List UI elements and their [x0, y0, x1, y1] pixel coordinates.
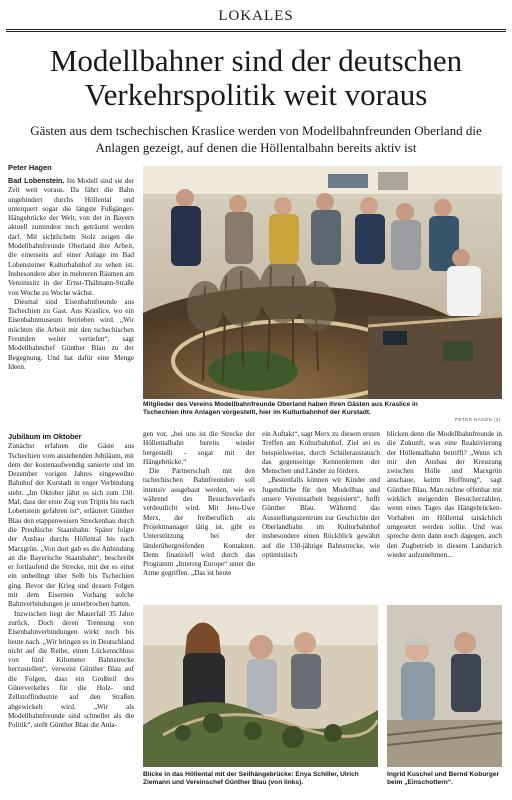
- paragraph: Zunächst erfahren die Gäste aus Tschechien vom anstehenden Jubiläum, mit dem der kostenaufwendig sanierte und im Dezember vorigen Jahres eingeweihte Bahnhof der Kurstadt in enger Verbindung steht. „Im Oktober jährt es sich zum 130. Mal, dass der erste Zug von Triptis bis nach Lobenstein gefahren ist“, erläutert Günther Blau den etappenweisen Streckenbau durch die Preußische Staatsbahn. Später folgte der Ausbau durchs Höllental bis nach Marxgrün. „Von dort gab es die Anbindung an die Bayerische Staatsbahn“, beschreibt er fortlaufend die Strecke, mit der es einst ein unbedingt über Selb bis Tschechien ging. Bevor der Krieg und dessen Folgen mit dem Eisernen Vorhang solche Bahnverbindungen je unterbrochen hatten.: [8, 442, 134, 609]
- paragraph: „Bestenfalls können wir Kinder und Jugendliche für den Modellbau und unsere Vereinsarbeit begeistern“, hofft Günther Blau. Während das Ausstellungszentrum zur Geschichte der Oberlandbahn im Kulturbahnhof insbesondere einen Rückblick gewährt auf die 130-jährige Bahnstrecke, wie optimistisch: [262, 476, 380, 559]
- article-column-5: [387, 430, 502, 600]
- paragraph: Im Modell sind sie der Zeit weit voraus. Da fährt die Bahn ungehindert durchs Höllental und unterquert sogar die längste Fußgänger-Hängebrücke der Welt, von der in Bayern aktuell zumindest noch geträumt werden darf. Mit sichtlichem Stolz zeigen die Modellbahnfreunde Oberland ihre Arbeit, die einerseits auf einer Anlage im Bad Lobensteiner Kulturbahnhof zu sehen ist. Insbesondere aber in mehreren Räumen am Vereinssitz in der Ernst-Thälmann-Straße von Woche zu Woche wächst.: [8, 177, 134, 297]
- lower-left-photo: [143, 605, 378, 767]
- section-rule-2: [6, 31, 506, 32]
- article-column-1: [8, 176, 134, 428]
- paragraph: blicken denn die Modellbahnfreunde in die Zukunft, was eine Reaktivierung der Höllentalbahn betrifft? „Wenn ich mir den Ausbau der Kreuzung zwischen Hölle und Marxgrün anschaue, keimt Hoffnung“, sagt Günther Blau. Man rechne offenbar mit wirklich steigenden Besucherzahlen, wenn eines Tages das Hängebrücken-Vorhaben im Höllental tatsächlich umgesetzt werden sollte. Und was spreche denn dann noch dagegen, auch den Zugbetrieb in diesem Landstrich wieder aufzunehmen...: [387, 430, 502, 559]
- paragraph: ein Auftakt“, sagt Merx zu diesem ersten Treffen am Kulturbahnhof. Ziel sei es beispielsweise, durch Schüleraustausch das gegenseitige Kennenlernen der Menschen und Länder zu fördern.: [262, 430, 380, 476]
- main-photo-image: [143, 166, 502, 399]
- headline: [6, 44, 506, 112]
- paragraph: gen vor, „bei uns ist die Strecke der Höllentalbahn bereits wieder hergestellt - sogar mit der Hängebrücke.“: [143, 430, 255, 466]
- lower-right-caption: Ingrid Kuschel und Bernd Koburger beim „Einschottern“.: [387, 771, 500, 787]
- paragraph: Inzwischen liegt der Mauerfall 35 Jahre zurück. Doch deren Trennung von Eisenbahnverbindungen wirkt noch bis heute nach. „Wir bringen es in Deutschland nicht auf die Reihe, einen Lückenschluss von fünf Kilometer Bahnstrecke herzustellen“, verweist Günther Blau auf die Folgen, dass ein Großteil des Güterverkehrs für die Holz- und Zellstoffindustrie auf den Straßen abgewickelt wird. „Wir als Modellbahnfreunde sind schneller als die Politik“, stellt Günther Blau die Anla-: [8, 609, 134, 730]
- photo-credit: PETER HAGEN (3): [455, 417, 501, 422]
- headline-line-1: Modellbahner sind der deutschen: [49, 43, 463, 78]
- subheadline: Gästen aus dem tschechischen Kraslice werden von Modellbahnfreunden Oberland die Anlagen gezeigt, auf denen die Höllentalbahn bereits aktiv ist: [30, 123, 482, 155]
- article-column-3: [143, 430, 255, 600]
- lower-left-photo-image: [143, 605, 378, 767]
- headline-line-2: Verkehrspolitik weit voraus: [84, 77, 428, 112]
- article-column-2: [8, 430, 134, 792]
- byline: Peter Hagen: [8, 163, 52, 172]
- paragraph: Die Partnerschaft mit den tschechischen Bahnfreunden soll intensiv ausgebaut werden, wie es während des Besuchsverlaufs verdeutlicht wird. Mit Jens-Uwe Merx, der freiberuflich als Projektmanager tätig ist, gibt es Unterstützung bei der länderübergreifenden Kontakten. Denn finanziell wird durch das Programm „Interreg Europe“ unter die Arme gegriffen. „Das ist heute: [143, 467, 255, 578]
- lower-right-photo-image: [387, 605, 502, 767]
- subheading-jubilaeum: Jubiläum im Oktober: [8, 432, 82, 441]
- article-column-4: [262, 430, 380, 600]
- main-photo: [143, 166, 502, 399]
- section-label: LOKALES: [218, 8, 294, 24]
- dateline: Bad Lobenstein.: [8, 176, 65, 185]
- paragraph: Diesmal sind Eisenbahnfreunde aus Tschechien zu Gast. Aus Kraslice, wo ein Eisenbahnmuseum betrieben wird. „Wir möchten die Arbeit mit den tschechischen Freunden weiter vertiefen“, sagt Modellbahnchef Günther Blau zu der Begegnung. Und hat dafür eine Menge Ideen.: [8, 297, 134, 371]
- main-photo-caption: Mitglieder des Vereins Modellbahnfreunde Oberland haben ihren Gästen aus Kraslice in Tschechien ihre Anlagen vorgestellt, hier im Kulturbahnhof der Kurstadt.: [143, 401, 418, 417]
- section-rule: [6, 29, 506, 30]
- lower-left-caption: Blicke in das Höllental mit der Seilhängebrücke: Enya Schiller, Ulrich Ziemann und Vereinschef Günther Blau (von links).: [143, 771, 359, 787]
- lower-right-photo: [387, 605, 502, 767]
